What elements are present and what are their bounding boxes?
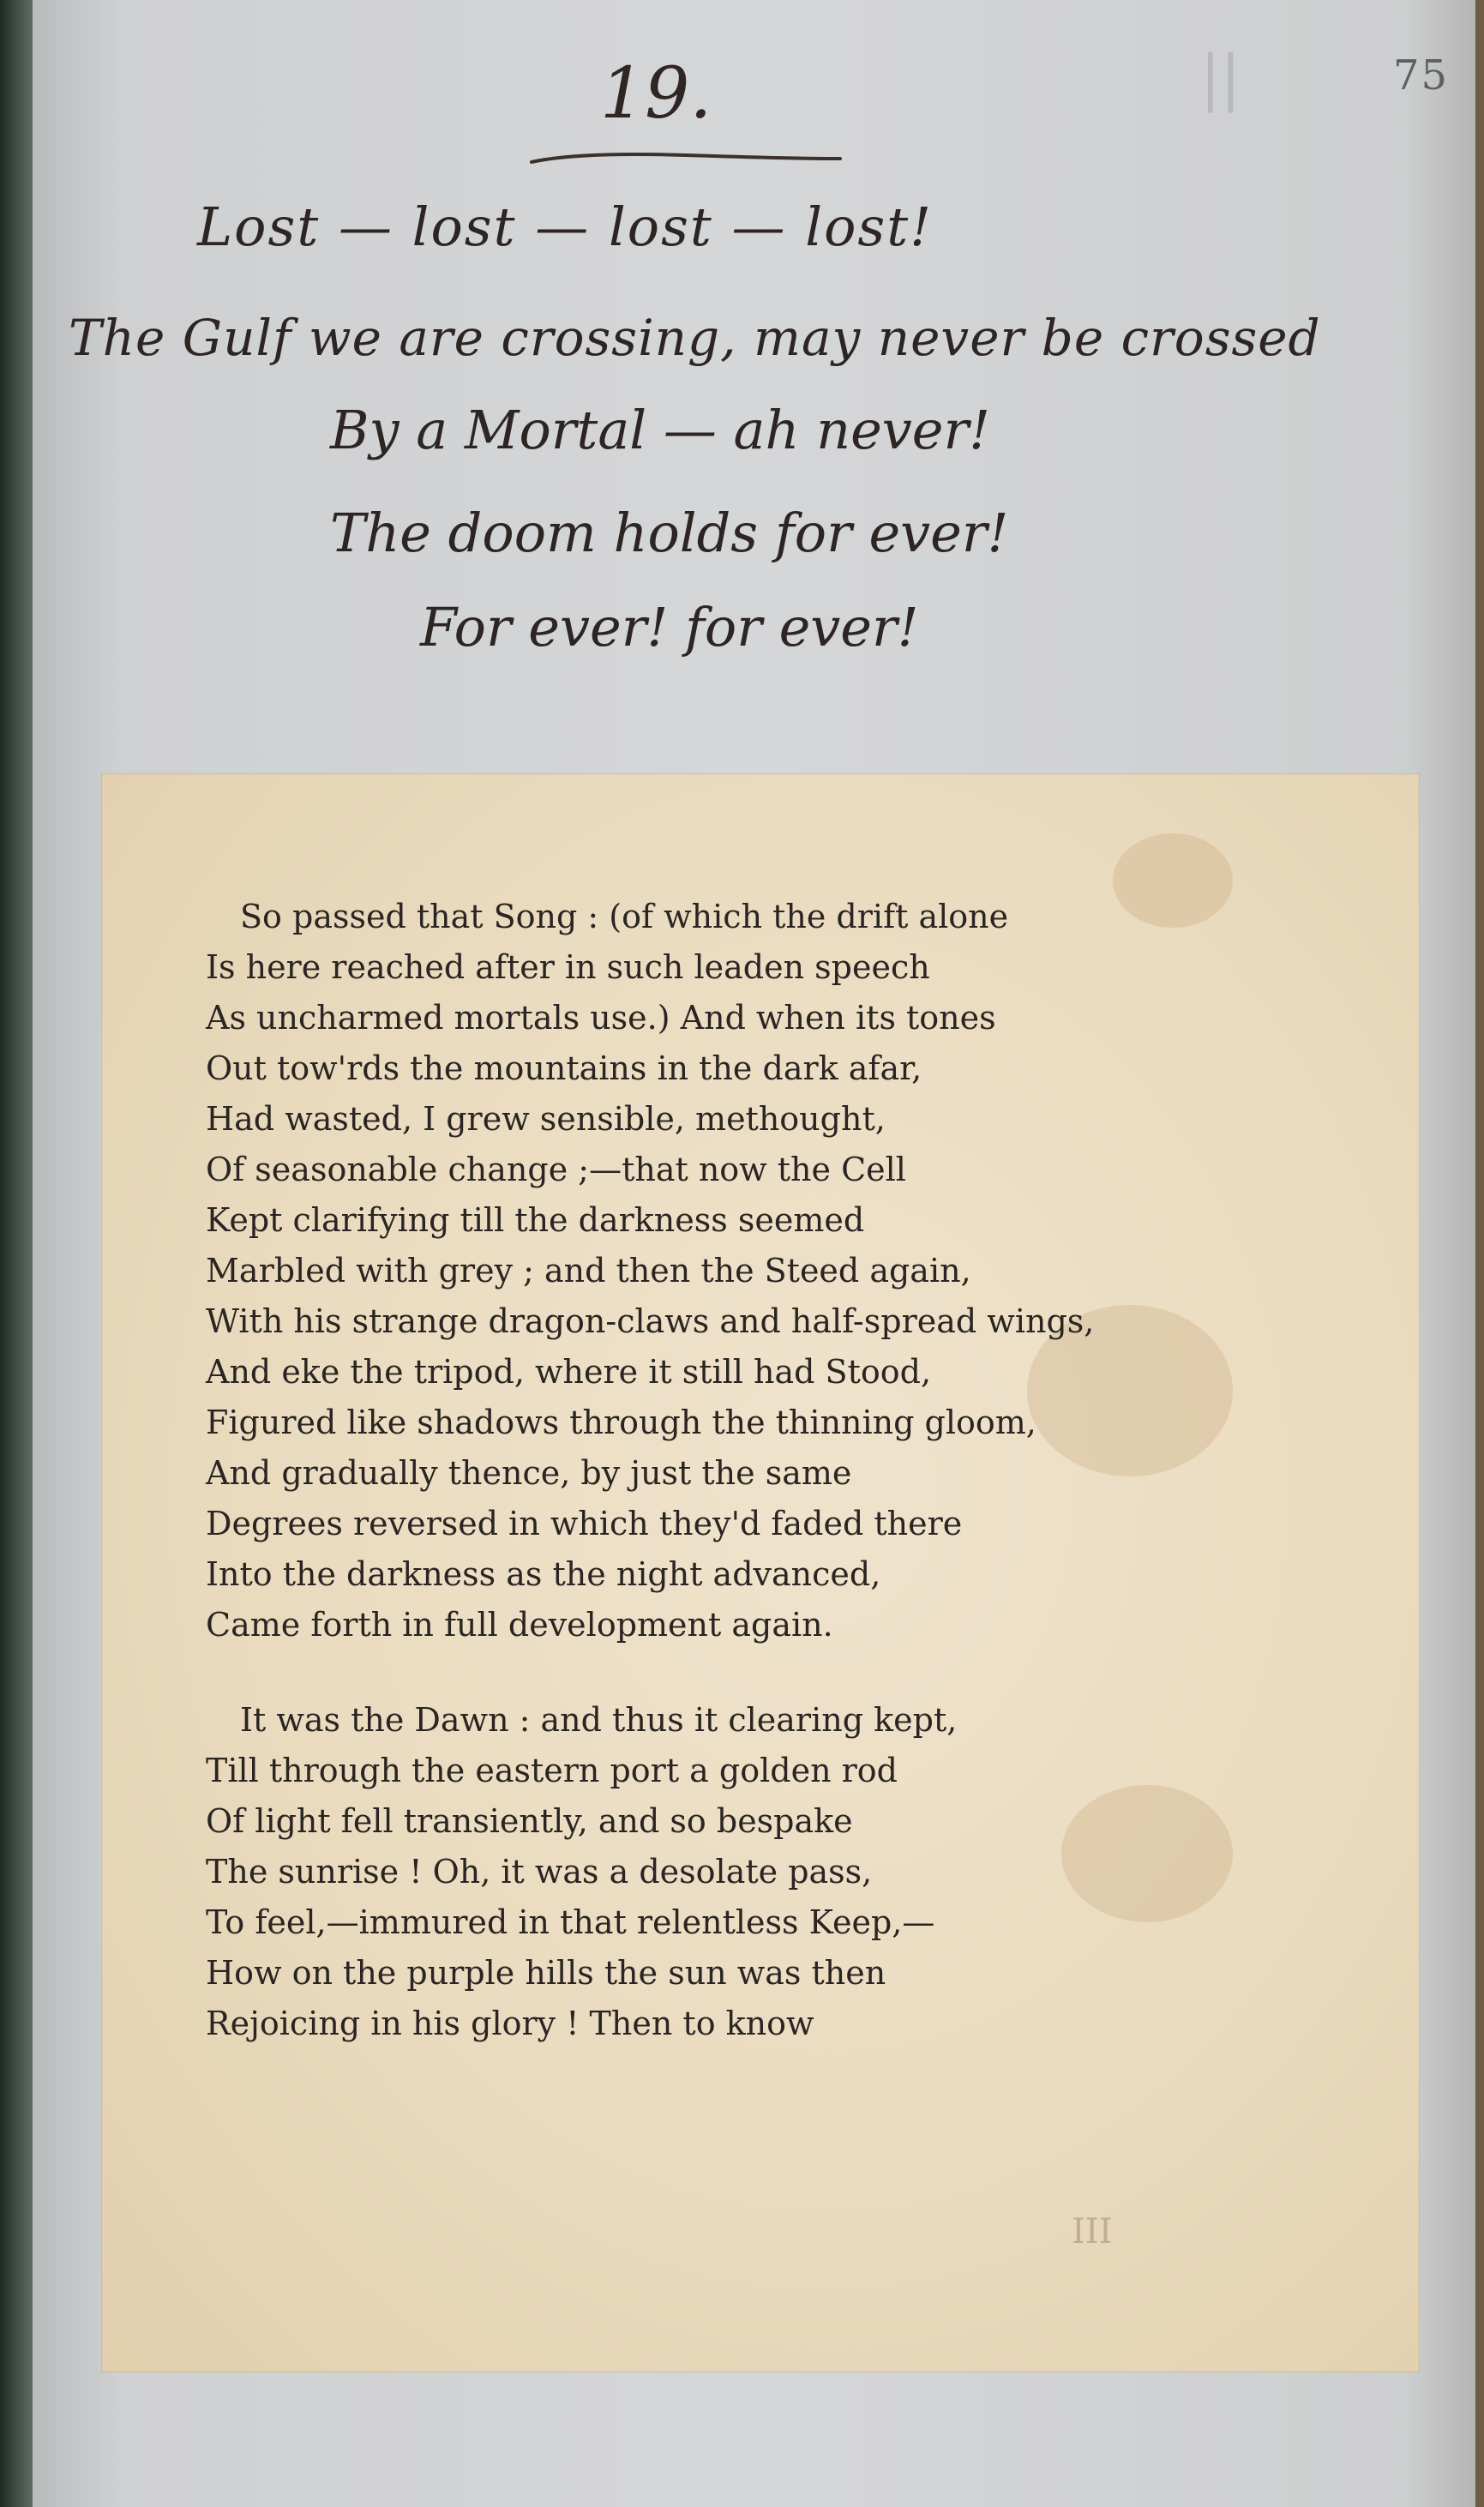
poem-line: Out tow'rds the mountains in the dark afar, (206, 1049, 922, 1087)
poem-line: And eke the tripod, where it still had Stood, (206, 1353, 932, 1391)
handwritten-line: The Gulf we are crossing, may never be crossed (69, 309, 1321, 367)
handwritten-line: The doom holds for ever! (330, 502, 1009, 564)
poem-stanza (206, 1695, 1094, 2049)
poem-line: Till through the eastern port a golden rod (206, 1752, 898, 1789)
poem-line: Is here reached after in such leaden speech (206, 948, 930, 986)
handwritten-line: For ever! for ever! (420, 596, 919, 658)
page-number: 75 (1393, 51, 1450, 99)
poem-line: Came forth in full development again. (206, 1606, 833, 1644)
poem-stanza (206, 892, 1094, 1650)
faint-page-mark: III (1072, 2212, 1113, 2251)
poem-line: The sunrise ! Oh, it was a desolate pass, (206, 1853, 873, 1891)
poem-line: Of light fell transiently, and so bespake (206, 1802, 853, 1840)
poem-line: So passed that Song : (of which the drift alone (240, 898, 1009, 935)
poem-line: Kept clarifying till the darkness seemed (206, 1201, 865, 1239)
poem-line: As uncharmed mortals use.) And when its tones (206, 999, 996, 1037)
paper-stain (1113, 833, 1233, 928)
poem-line: Had wasted, I grew sensible, methought, (206, 1100, 886, 1138)
poem-line: To feel,—immured in that relentless Keep,— (206, 1903, 935, 1941)
manuscript-number-underline (527, 150, 844, 171)
poem-line: How on the purple hills the sun was then (206, 1954, 886, 1992)
poem-line: Of seasonable change ;—that now the Cell (206, 1151, 906, 1188)
poem-line: Marbled with grey ; and then the Steed again, (206, 1252, 971, 1290)
poem-line: Degrees reversed in which they'd faded there (206, 1505, 963, 1542)
poem-line: Into the darkness as the night advanced, (206, 1555, 881, 1593)
poem-line: Figured like shadows through the thinning gloom, (206, 1404, 1036, 1441)
poem-line: With his strange dragon-claws and half-spread wings, (206, 1302, 1095, 1340)
printed-poem (206, 892, 1094, 2049)
manuscript-number: 19. (600, 53, 712, 135)
poem-line: Rejoicing in his glory ! Then to know (206, 2005, 814, 2042)
page-edge (1475, 0, 1484, 2507)
poem-line: It was the Dawn : and thus it clearing kept, (240, 1701, 958, 1739)
pencil-marks: || (1200, 43, 1241, 113)
handwritten-line: Lost — lost — lost — lost! (197, 195, 934, 258)
poem-line: And gradually thence, by just the same (206, 1454, 852, 1492)
handwritten-line: By a Mortal — ah never! (330, 399, 991, 461)
